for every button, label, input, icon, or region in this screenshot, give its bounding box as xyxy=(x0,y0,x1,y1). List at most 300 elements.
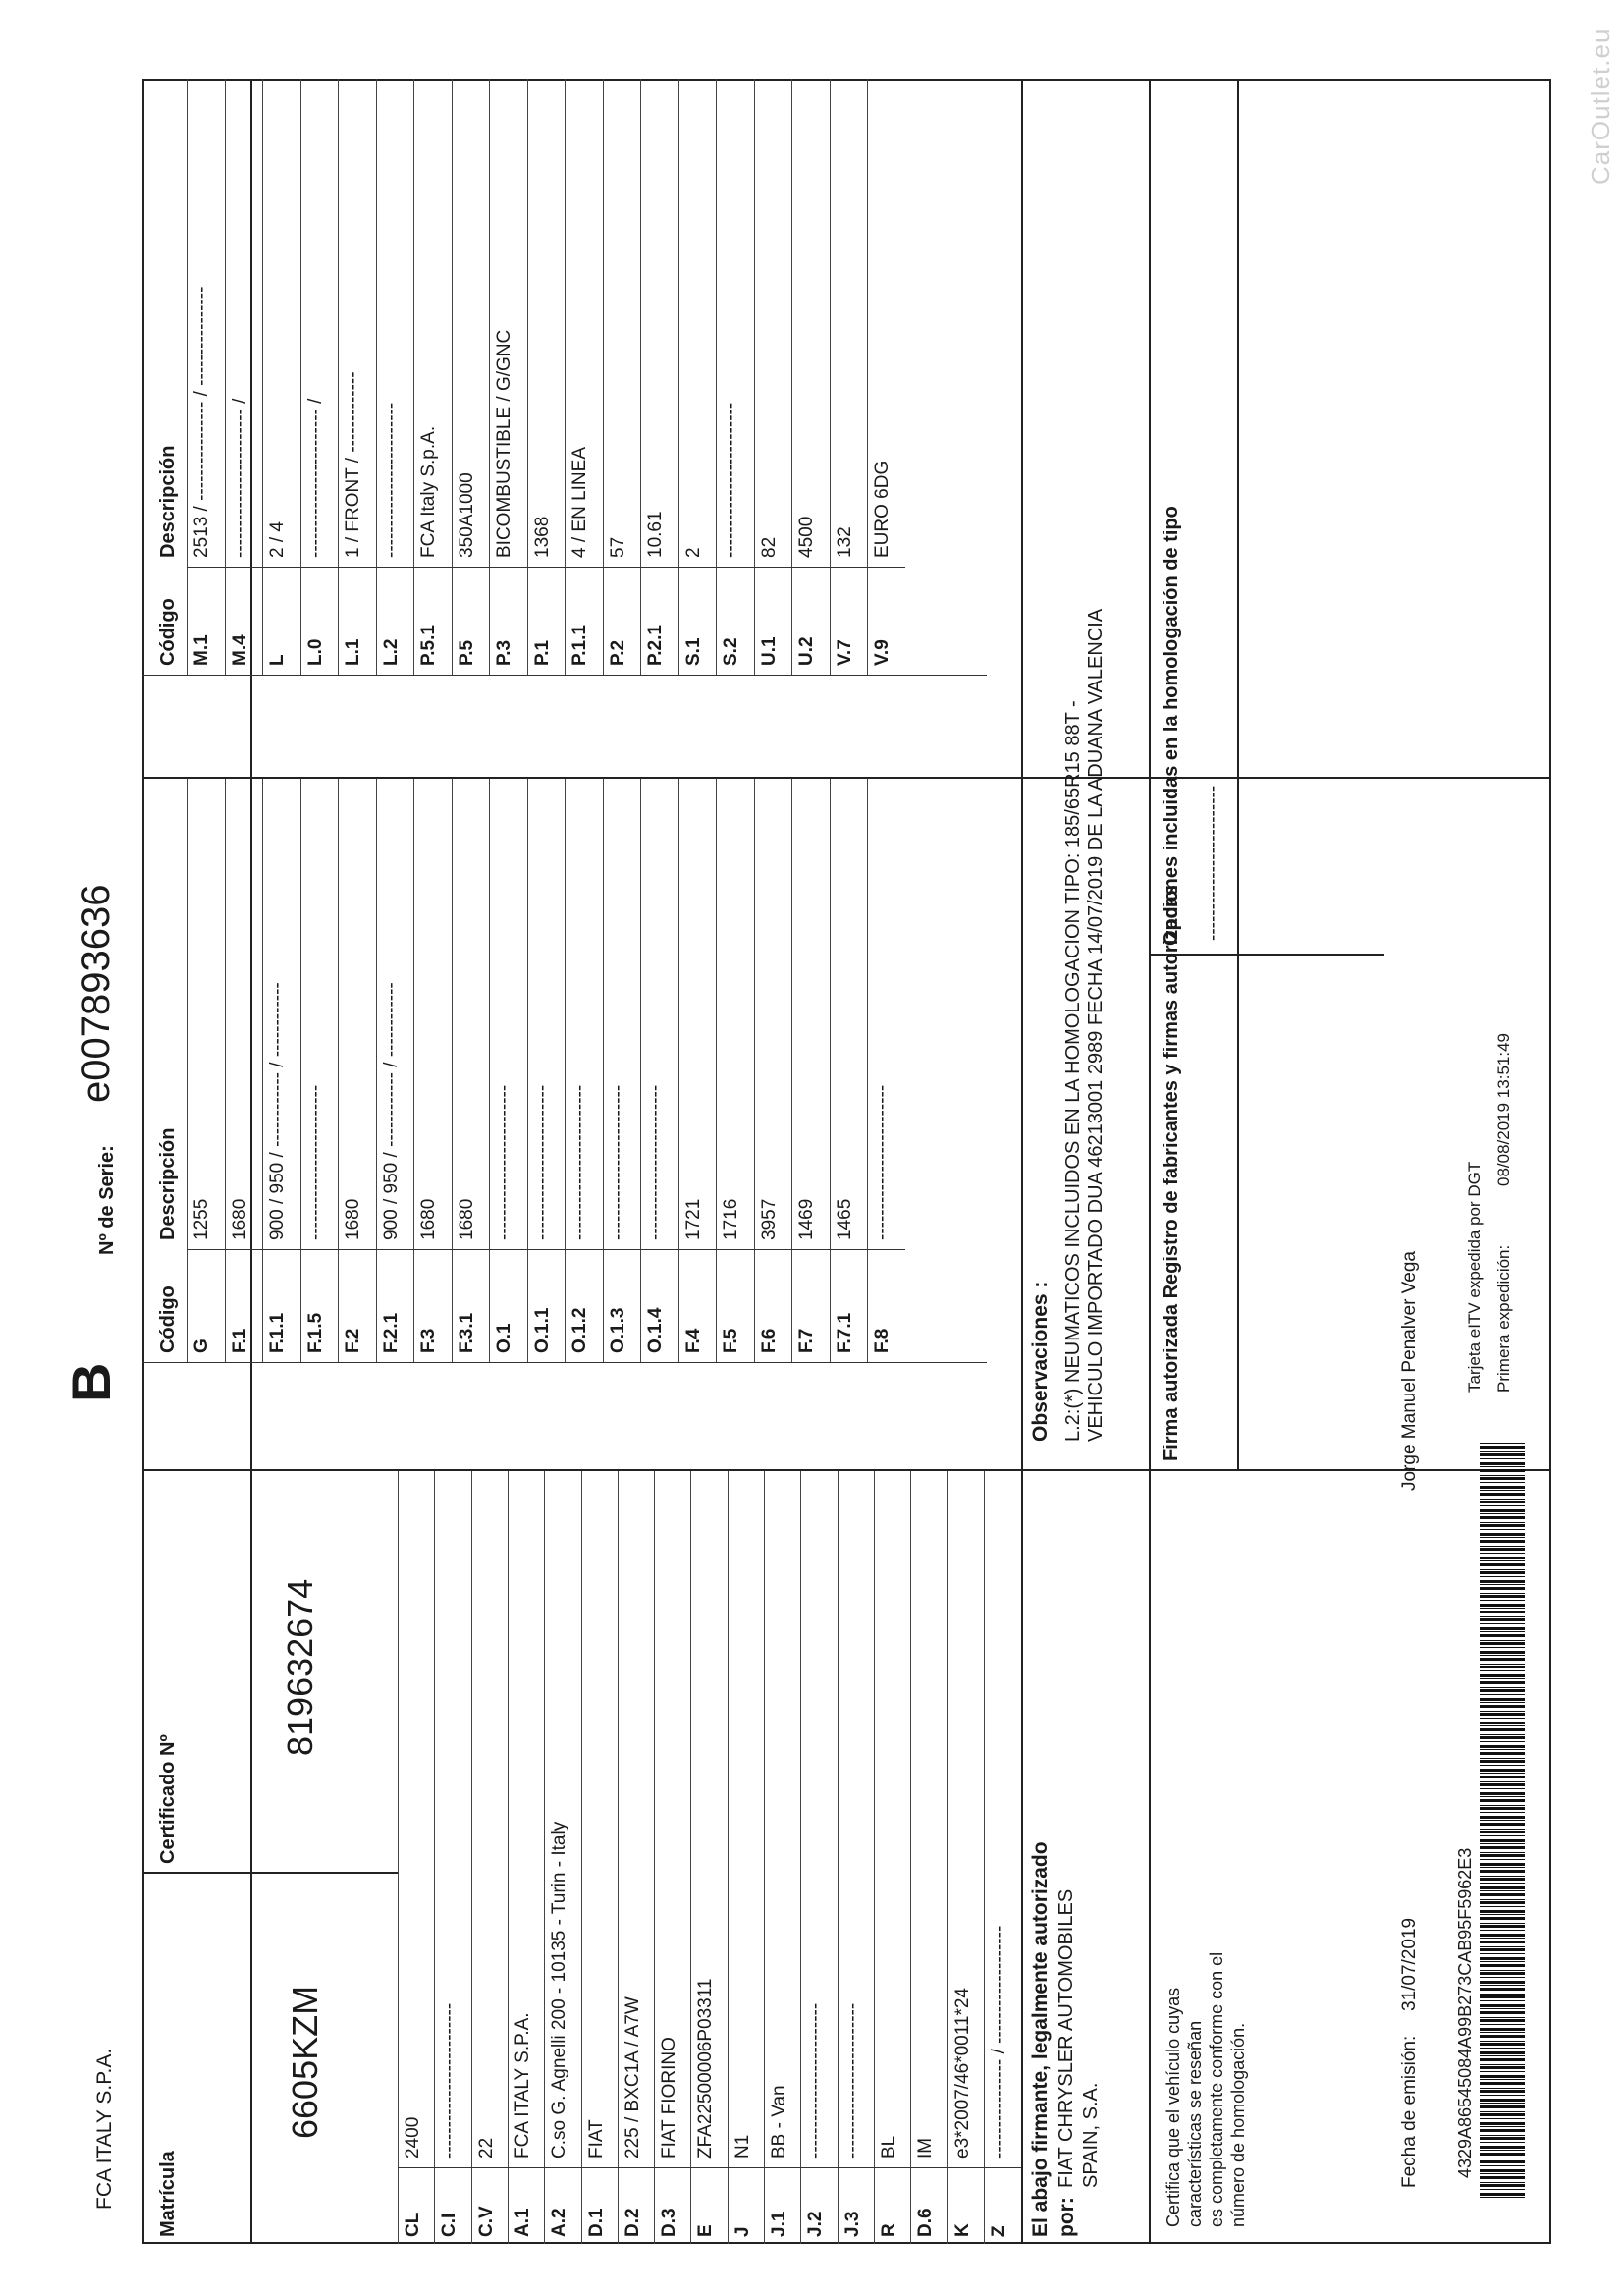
left-row-value: BL xyxy=(878,2135,899,2159)
right-desc-header: Descripción xyxy=(157,445,179,558)
barcode-bar xyxy=(1480,1674,1525,1677)
right-code-separator xyxy=(187,567,905,568)
barcode-bar xyxy=(1480,1776,1525,1778)
barcode-bar xyxy=(1480,2048,1525,2049)
barcode-bar xyxy=(1480,1910,1525,1913)
barcode-bar xyxy=(1480,1835,1525,1836)
mid-row-line xyxy=(754,779,755,1363)
barcode-bar xyxy=(1480,1765,1525,1766)
mid-row-value: 1680 xyxy=(343,1198,363,1240)
mid-row-value: 1716 xyxy=(721,1198,741,1240)
barcode-bar xyxy=(1480,1878,1525,1881)
mid-row-value: 1255 xyxy=(191,1198,212,1240)
mid-row-code: F.3 xyxy=(418,1328,439,1353)
barcode-bar xyxy=(1480,1569,1525,1570)
right-row-line xyxy=(565,79,566,676)
left-row-code: R xyxy=(878,2223,899,2237)
barcode-bar xyxy=(1480,1623,1525,1624)
left-row-line xyxy=(434,1471,435,2244)
barcode-bar xyxy=(1480,1823,1525,1826)
mid-code-header: Código xyxy=(157,1285,179,1353)
barcode-bar xyxy=(1480,1587,1525,1590)
barcode-bar xyxy=(1480,1846,1525,1849)
barcode-bar xyxy=(1480,1513,1525,1514)
barcode-bar xyxy=(1480,2146,1525,2149)
mid-row-value: ------------------------- xyxy=(645,1084,666,1240)
barcode-bar xyxy=(1480,1540,1525,1543)
right-row-code: V.9 xyxy=(872,639,893,666)
barcode-bar xyxy=(1480,1893,1525,1896)
barcode-bar xyxy=(1480,1640,1525,1641)
barcode-bar xyxy=(1480,1985,1525,1986)
barcode-bar xyxy=(1480,1557,1525,1559)
barcode-bar xyxy=(1480,2008,1525,2009)
barcode-bar xyxy=(1480,2150,1525,2151)
mid-row-code: F.5 xyxy=(721,1328,741,1353)
barcode-bar xyxy=(1480,1741,1525,1742)
right-row-value: 4500 xyxy=(796,516,817,558)
right-row-value: ------------------------- xyxy=(380,402,402,558)
left-row-line xyxy=(838,1471,839,2244)
barcode-bar xyxy=(1480,1890,1525,1891)
barcode-bar xyxy=(1480,1914,1525,1915)
barcode-bar xyxy=(1480,1852,1525,1853)
barcode-bar xyxy=(1480,2126,1525,2127)
barcode-bar xyxy=(1480,1957,1525,1960)
issuer-name: FCA ITALY S.P.A. xyxy=(93,2048,116,2210)
mid-row-line xyxy=(413,779,414,1363)
barcode-bar xyxy=(1480,2017,1525,2018)
serial-number: e0078936‌36 xyxy=(75,884,118,1103)
right-row-code: P.1 xyxy=(531,639,553,666)
right-row-value: 1 / FRONT / ------------- xyxy=(343,371,363,558)
barcode-bar xyxy=(1480,1451,1525,1452)
left-row-line xyxy=(984,1471,985,2244)
mid-row-line xyxy=(452,779,453,1363)
barcode-bar xyxy=(1480,1953,1525,1954)
barcode-bar xyxy=(1480,1792,1525,1795)
mid-row-value: 1680 xyxy=(456,1198,477,1240)
right-row-code: P.5 xyxy=(456,639,477,666)
left-row-line xyxy=(654,1471,655,2244)
barcode-bar xyxy=(1480,1769,1525,1772)
barcode-bar xyxy=(1480,1728,1525,1731)
barcode-bar xyxy=(1480,2182,1525,2183)
barcode-bar xyxy=(1480,1930,1525,1931)
barcode-bar xyxy=(1480,1972,1525,1975)
barcode-bar xyxy=(1480,1816,1525,1819)
right-row-code: S.2 xyxy=(721,637,741,666)
right-row-line xyxy=(225,79,226,676)
certificado-label: Certificado Nº xyxy=(157,1734,179,1864)
barcode-bar xyxy=(1480,1736,1525,1739)
mid-row-value: ------------------------- xyxy=(531,1084,553,1240)
barcode-bar xyxy=(1480,1854,1525,1857)
barcode-bar xyxy=(1480,2099,1525,2102)
left-row-code: J.1 xyxy=(769,2211,789,2237)
barcode-bar xyxy=(1480,1994,1525,1995)
mid-row-code: O.1.4 xyxy=(645,1307,666,1353)
barcode-bar xyxy=(1480,1546,1525,1547)
left-row-value: ZFA22500006P03311 xyxy=(695,1978,717,2159)
right-row-value: ------------------------ / xyxy=(229,398,250,558)
mid-row-value: 1721 xyxy=(682,1198,704,1240)
barcode-bar xyxy=(1480,1725,1525,1726)
barcode-bar xyxy=(1480,1529,1525,1530)
right-row-value: 132 xyxy=(834,526,855,558)
barcode-bar xyxy=(1480,1773,1525,1774)
barcode-bar xyxy=(1480,1631,1525,1632)
left-row-value: FIAT FIORINO xyxy=(659,2037,680,2159)
signatory-company-2: SPAIN, S.A. xyxy=(1080,2082,1102,2188)
barcode-bar xyxy=(1480,1462,1525,1465)
barcode-bar xyxy=(1480,1901,1525,1904)
certifica-line-4: número de homologación. xyxy=(1228,2022,1248,2227)
signer-name: Jorge Manuel Penalver Vega xyxy=(1399,1251,1420,1491)
barcode-bar xyxy=(1480,1642,1525,1645)
right-row-value: 2 xyxy=(682,547,704,558)
right-row-code: L.2 xyxy=(380,638,402,666)
barcode-bar xyxy=(1480,1469,1525,1472)
left-row-code: D.2 xyxy=(622,2208,643,2237)
mid-row-code: F.4 xyxy=(682,1328,704,1353)
left-row-line xyxy=(947,1471,948,2244)
signatory-company-1: FIAT CHRYSLER AUTOMOBILES xyxy=(1055,1888,1077,2188)
left-row-code: J.3 xyxy=(841,2211,863,2237)
right-row-line xyxy=(413,79,414,676)
barcode-bar xyxy=(1480,1702,1525,1703)
mid-row-line xyxy=(300,779,301,1363)
right-row-code: P.3 xyxy=(494,639,514,666)
mid-row-line xyxy=(225,779,226,1363)
signatory-por: por: xyxy=(1055,2197,1078,2237)
right-row-value: 2513 / ---------------- / ---------------- xyxy=(191,286,212,558)
barcode-bar xyxy=(1480,2165,1525,2166)
right-row-code: P.2 xyxy=(607,639,628,666)
right-row-code: L.1 xyxy=(343,638,363,666)
left-row-value: ---------------- / ------------------- xyxy=(988,1925,1009,2159)
barcode-bar xyxy=(1480,1705,1525,1708)
barcode-bar xyxy=(1480,1923,1525,1924)
left-row-line xyxy=(874,1471,875,2244)
right-row-value: ------------------------ / xyxy=(304,398,326,558)
barcode-bar xyxy=(1480,1477,1525,1480)
barcode-bar xyxy=(1480,1694,1525,1695)
serial-label: Nº de Serie: xyxy=(96,1145,118,1255)
barcode-bar xyxy=(1480,1595,1525,1598)
barcode-bar xyxy=(1480,1580,1525,1583)
mid-row-code: F.1.5 xyxy=(304,1312,326,1353)
issue-date-label: Fecha de emisión: xyxy=(1399,2035,1420,2188)
barcode-bar xyxy=(1480,1524,1525,1527)
right-row-line xyxy=(678,79,679,676)
barcode-bar xyxy=(1480,1829,1525,1830)
barcode-bar xyxy=(1480,1981,1525,1984)
barcode-bar xyxy=(1480,1970,1525,1971)
barcode-bar xyxy=(1480,2043,1525,2046)
barcode-bar xyxy=(1480,1925,1525,1928)
left-row-value: N1 xyxy=(731,2134,753,2159)
barcode-bar xyxy=(1480,1718,1525,1719)
left-row-value: 225 / BXC1A / A7W xyxy=(622,1996,643,2159)
barcode-bar xyxy=(1480,1863,1525,1866)
barcode-bar xyxy=(1480,1493,1525,1496)
barcode-bar xyxy=(1480,1593,1525,1594)
barcode-bar xyxy=(1480,1886,1525,1889)
barcode-bar xyxy=(1480,1486,1525,1489)
mid-row-code: F.7 xyxy=(796,1328,817,1353)
barcode-bar xyxy=(1480,2079,1525,2080)
right-row-code: P.2.1 xyxy=(645,625,666,666)
barcode-bar xyxy=(1480,1831,1525,1833)
barcode-bar xyxy=(1480,1634,1525,1637)
barcode-bar xyxy=(1480,1499,1525,1500)
barcode-bar xyxy=(1480,1711,1525,1712)
barcode-bar xyxy=(1480,2066,1525,2069)
barcode-bar xyxy=(1480,2142,1525,2143)
barcode-bar xyxy=(1480,2028,1525,2031)
right-row-line xyxy=(754,79,755,676)
barcode-bar xyxy=(1480,2019,1525,2022)
left-row-line xyxy=(800,1471,801,2244)
barcode-bar xyxy=(1480,2137,1525,2140)
certificado-value: 819632674 xyxy=(280,1578,320,1756)
mid-row-line xyxy=(791,779,792,1363)
barcode-bar xyxy=(1480,1501,1525,1503)
barcode-bar xyxy=(1480,1805,1525,1806)
mid-row-code: O.1.2 xyxy=(569,1307,590,1353)
barcode-bar xyxy=(1480,1698,1525,1701)
observaciones-line-1: L.2:(*) NEUMATICOS INCLUIDOS EN LA HOMOLOGACION TIPO: 185/65R15 88T - xyxy=(1062,700,1084,1442)
barcode-bar xyxy=(1480,1475,1525,1476)
barcode-bar xyxy=(1480,2135,1525,2136)
barcode-bar xyxy=(1480,1627,1525,1630)
primera-expedicion-date: 08/08/2019 13:51:49 xyxy=(1494,1033,1513,1186)
right-row-value: BICOMBUSTIBLE / G/GNC xyxy=(494,329,514,558)
right-row-code: U.1 xyxy=(758,636,780,666)
right-row-line xyxy=(187,79,188,676)
barcode-bar xyxy=(1480,1600,1525,1601)
barcode-bar xyxy=(1480,1749,1525,1750)
right-row-line xyxy=(338,79,339,676)
left-row-value: 2400 xyxy=(403,2116,423,2159)
mid-row-code: F.7.1 xyxy=(834,1312,855,1353)
right-row-value: 4 / EN LINEA xyxy=(569,447,590,558)
barcode-bar xyxy=(1480,1752,1525,1755)
left-row-line xyxy=(764,1471,765,2244)
barcode-bar xyxy=(1480,2055,1525,2056)
barcode-bar xyxy=(1480,2000,1525,2001)
barcode-bar xyxy=(1480,1870,1525,1873)
column-separator xyxy=(142,1362,987,1363)
barcode-bar xyxy=(1480,1867,1525,1868)
barcode-bar xyxy=(1480,1666,1525,1668)
barcode-bar xyxy=(1480,1466,1525,1467)
barcode-bar xyxy=(1480,2075,1525,2078)
left-row-value: 22 xyxy=(475,2137,497,2159)
matricula-label: Matrícula xyxy=(157,2151,179,2237)
barcode-bar xyxy=(1480,1760,1525,1763)
left-row-value: IM xyxy=(915,2137,937,2159)
barcode-bar xyxy=(1480,1681,1525,1684)
mid-row-value: 1469 xyxy=(796,1198,817,1240)
left-row-code: Z xyxy=(988,2225,1009,2237)
mid-row-value: 3957 xyxy=(758,1198,780,1240)
tarjeta-line: Tarjeta eITV expedida por DGT xyxy=(1465,1161,1484,1393)
barcode-bar xyxy=(1480,2024,1525,2025)
barcode-bar xyxy=(1480,2173,1525,2174)
mid-row-code: F.8 xyxy=(872,1328,893,1353)
barcode-bar xyxy=(1480,1941,1525,1943)
left-row-line xyxy=(690,1471,691,2244)
left-row-code: D.6 xyxy=(915,2208,937,2237)
barcode-bar xyxy=(1480,1604,1525,1607)
barcode-bar xyxy=(1480,1618,1525,1621)
barcode-bar xyxy=(1480,1812,1525,1813)
watermark: CarOutlet.eu xyxy=(1586,27,1615,185)
left-row-value: ------------------------- xyxy=(841,2002,863,2159)
barcode-bar xyxy=(1480,1490,1525,1491)
firma-label: Firma autorizada Registro de fabricantes y firmas autorizadas xyxy=(1161,885,1182,1461)
left-row-line xyxy=(544,1471,545,2244)
right-row-code: M.1 xyxy=(191,634,212,666)
barcode-bar xyxy=(1480,2032,1525,2033)
barcode-bar xyxy=(1480,2189,1525,2190)
barcode-bar xyxy=(1480,1563,1525,1566)
mid-row-line xyxy=(338,779,339,1363)
barcode-bar xyxy=(1480,2051,1525,2054)
barcode-bar xyxy=(1480,2184,1525,2187)
mid-row-code: F.1 xyxy=(229,1328,250,1353)
mid-row-value: ------------------------- xyxy=(872,1084,893,1240)
mid-row-code: O.1.3 xyxy=(607,1307,628,1353)
mid-code-separator xyxy=(187,1249,905,1250)
barcode-bar xyxy=(1480,2193,1525,2196)
left-row-value: FCA ITALY S.P.A. xyxy=(512,2012,533,2159)
mid-row-line xyxy=(640,779,641,1363)
barcode-bar xyxy=(1480,1647,1525,1648)
left-row-code: E xyxy=(695,2224,717,2237)
barcode-bar xyxy=(1480,2035,1525,2038)
barcode-bar xyxy=(1480,2122,1525,2125)
right-row-value: 1368 xyxy=(531,516,553,558)
left-row-code: D.3 xyxy=(659,2208,680,2237)
barcode-bar xyxy=(1480,2071,1525,2072)
right-row-line xyxy=(830,79,831,676)
barcode-bar xyxy=(1480,1576,1525,1577)
barcode-bar xyxy=(1480,1608,1525,1609)
right-row-line xyxy=(791,79,792,676)
mid-row-code: F.2 xyxy=(343,1328,363,1353)
left-code-separator xyxy=(398,2167,1021,2168)
mid-row-code: G xyxy=(191,1339,212,1353)
barcode-bar xyxy=(1480,1453,1525,1456)
mid-row-line xyxy=(830,779,831,1363)
certifica-line-1: Certifica que el vehículo cuyas xyxy=(1163,1987,1183,2227)
mid-row-value: 900 / 950 / ------------ / ------------ xyxy=(380,982,402,1240)
mid-row-code: F.3.1 xyxy=(456,1312,477,1353)
barcode-hash: 4329A86545084A99B273CAB95F5962E3 xyxy=(1455,1847,1475,2178)
barcode-bar xyxy=(1480,1678,1525,1679)
barcode-bar xyxy=(1480,1560,1525,1561)
left-row-line xyxy=(581,1471,582,2244)
barcode-bar xyxy=(1480,1781,1525,1782)
right-row-value: 350A1000 xyxy=(456,472,477,558)
barcode-bar xyxy=(1480,1553,1525,1554)
left-row-code: D.1 xyxy=(585,2208,607,2237)
barcode-bar xyxy=(1480,1938,1525,1939)
barcode-bar xyxy=(1480,1616,1525,1617)
left-row-value: ------------------------- xyxy=(805,2002,827,2159)
left-row-line xyxy=(728,1471,729,2244)
left-row-code: J xyxy=(731,2226,753,2237)
right-row-line xyxy=(300,79,301,676)
mid-row-code: F.6 xyxy=(758,1328,780,1353)
barcode-bar xyxy=(1480,1611,1525,1613)
barcode-bar xyxy=(1480,1876,1525,1877)
mid-row-value: 900 / 950 / ------------ / ------------ xyxy=(267,982,288,1240)
mid-row-code: O.1.1 xyxy=(531,1307,553,1353)
barcode-bar xyxy=(1480,2111,1525,2112)
barcode-bar xyxy=(1480,2160,1525,2163)
left-row-code: A.1 xyxy=(512,2208,533,2237)
left-row-value: BB - Van xyxy=(769,2085,789,2159)
barcode-bar xyxy=(1480,1883,1525,1884)
certifica-line-3: es completamente conforme con el xyxy=(1207,1951,1226,2227)
left-row-value: ------------------------- xyxy=(439,2002,460,2159)
mid-row-value: 1465 xyxy=(834,1198,855,1240)
right-row-code: P.5.1 xyxy=(418,625,439,666)
barcode-bar xyxy=(1480,1548,1525,1551)
right-row-value: 57 xyxy=(607,536,628,558)
mid-row-value: 1680 xyxy=(418,1198,439,1240)
barcode-bar xyxy=(1480,1788,1525,1789)
barcode-bar xyxy=(1480,2088,1525,2089)
right-row-line xyxy=(867,79,868,676)
barcode-bar xyxy=(1480,1917,1525,1920)
barcode-bar xyxy=(1480,2105,1525,2108)
barcode-bar xyxy=(1480,2082,1525,2085)
mid-row-line xyxy=(867,779,868,1363)
barcode-bar xyxy=(1480,2058,1525,2061)
right-row-line xyxy=(452,79,453,676)
barcode-bar xyxy=(1480,1899,1525,1900)
observaciones-label: Observaciones : xyxy=(1029,1281,1052,1442)
barcode-bar xyxy=(1480,1988,1525,1991)
right-row-line xyxy=(262,79,263,676)
barcode-bar xyxy=(1480,1655,1525,1656)
barcode-bar xyxy=(1480,1713,1525,1716)
right-row-value: EURO 6DG xyxy=(872,460,893,558)
barcode-bar xyxy=(1480,1796,1525,1797)
left-row-value: FIAT xyxy=(585,2119,607,2159)
barcode-bar xyxy=(1480,1843,1525,1844)
barcode-bar xyxy=(1480,1505,1525,1506)
form-letter: B xyxy=(60,1362,122,1402)
barcode-bar xyxy=(1480,2113,1525,2116)
mid-row-line xyxy=(603,779,604,1363)
barcode-bar xyxy=(1480,2169,1525,2172)
right-row-line xyxy=(376,79,377,676)
left-row-code: J.2 xyxy=(805,2211,827,2237)
right-row-code: S.1 xyxy=(682,637,704,666)
right-row-code: L.0 xyxy=(304,638,326,666)
column-separator xyxy=(142,675,987,676)
barcode-bar xyxy=(1480,2095,1525,2096)
barcode-bar xyxy=(1480,1533,1525,1536)
mid-row-line xyxy=(565,779,566,1363)
barcode-bar xyxy=(1480,1977,1525,1978)
